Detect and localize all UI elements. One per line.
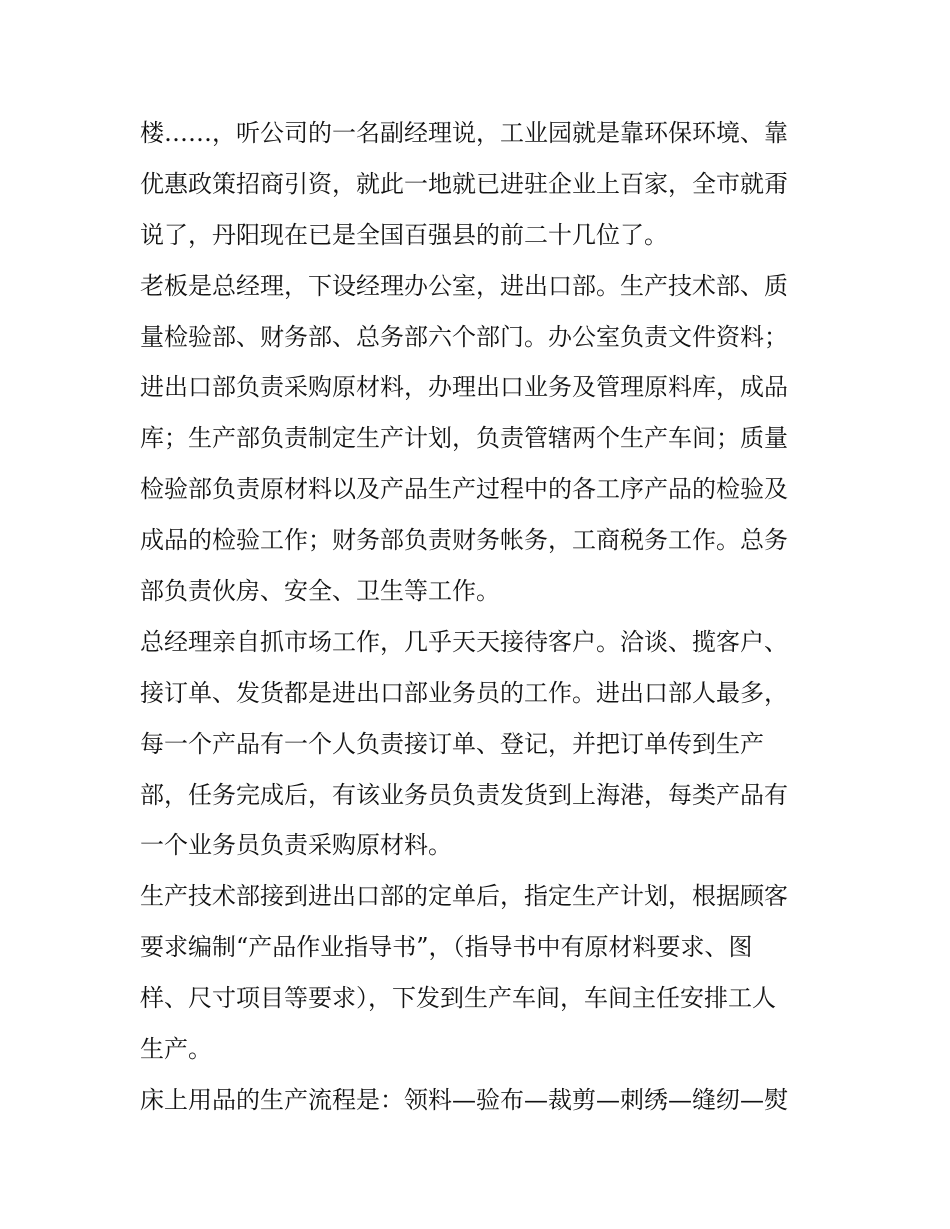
text-line: 总经理亲自抓市场工作，几乎天天接待客户。洽谈、揽客户、 — [140, 627, 788, 656]
text-line: 样、尺寸项目等要求），下发到生产车间，车间主任安排工人 — [140, 984, 776, 1013]
text-line: 床上用品的生产流程是：领料—验布—裁剪—刺绣—缝纫—熨 — [140, 1085, 788, 1114]
text-line: 检验部负责原材料以及产品生产过程中的各工序产品的检验及 — [140, 475, 788, 504]
text-line: 部负责伙房、安全、卫生等工作。 — [140, 577, 500, 606]
document-body — [140, 108, 820, 1126]
text-line: 一个业务员负责采购原材料。 — [140, 831, 452, 860]
text-line: 优惠政策招商引资，就此一地就已进驻企业上百家，全市就甭 — [140, 169, 788, 198]
text-line: 要求编制“产品作业指导书”，（指导书中有原材料要求、图 — [140, 933, 753, 962]
text-line: 进出口部负责采购原材料，办理出口业务及管理原料库，成品 — [140, 373, 788, 402]
text-line: 成品的检验工作；财务部负责财务帐务，工商税务工作。总务 — [140, 526, 788, 555]
text-line: 接订单、发货都是进出口部业务员的工作。进出口部人最多， — [140, 678, 788, 707]
text-line: 生产技术部接到进出口部的定单后，指定生产计划，根据顾客 — [140, 882, 788, 911]
text-line: 部，任务完成后，有该业务员负责发货到上海港，每类产品有 — [140, 780, 788, 809]
text-line: 老板是总经理，下设经理办公室，进出口部。生产技术部、质 — [140, 271, 788, 300]
text-line: 库；生产部负责制定生产计划，负责管辖两个生产车间；质量 — [140, 424, 788, 453]
text-line: 每一个产品有一个人负责接订单、登记，并把订单传到生产 — [140, 729, 764, 758]
text-line: 生产。 — [140, 1035, 212, 1064]
text-line: 量检验部、财务部、总务部六个部门。办公室负责文件资料； — [140, 322, 788, 351]
text-line: 说了，丹阳现在已是全国百强县的前二十几位了。 — [140, 220, 668, 249]
text-line: 楼……，听公司的一名副经理说，工业园就是靠环保环境、靠 — [140, 119, 788, 147]
